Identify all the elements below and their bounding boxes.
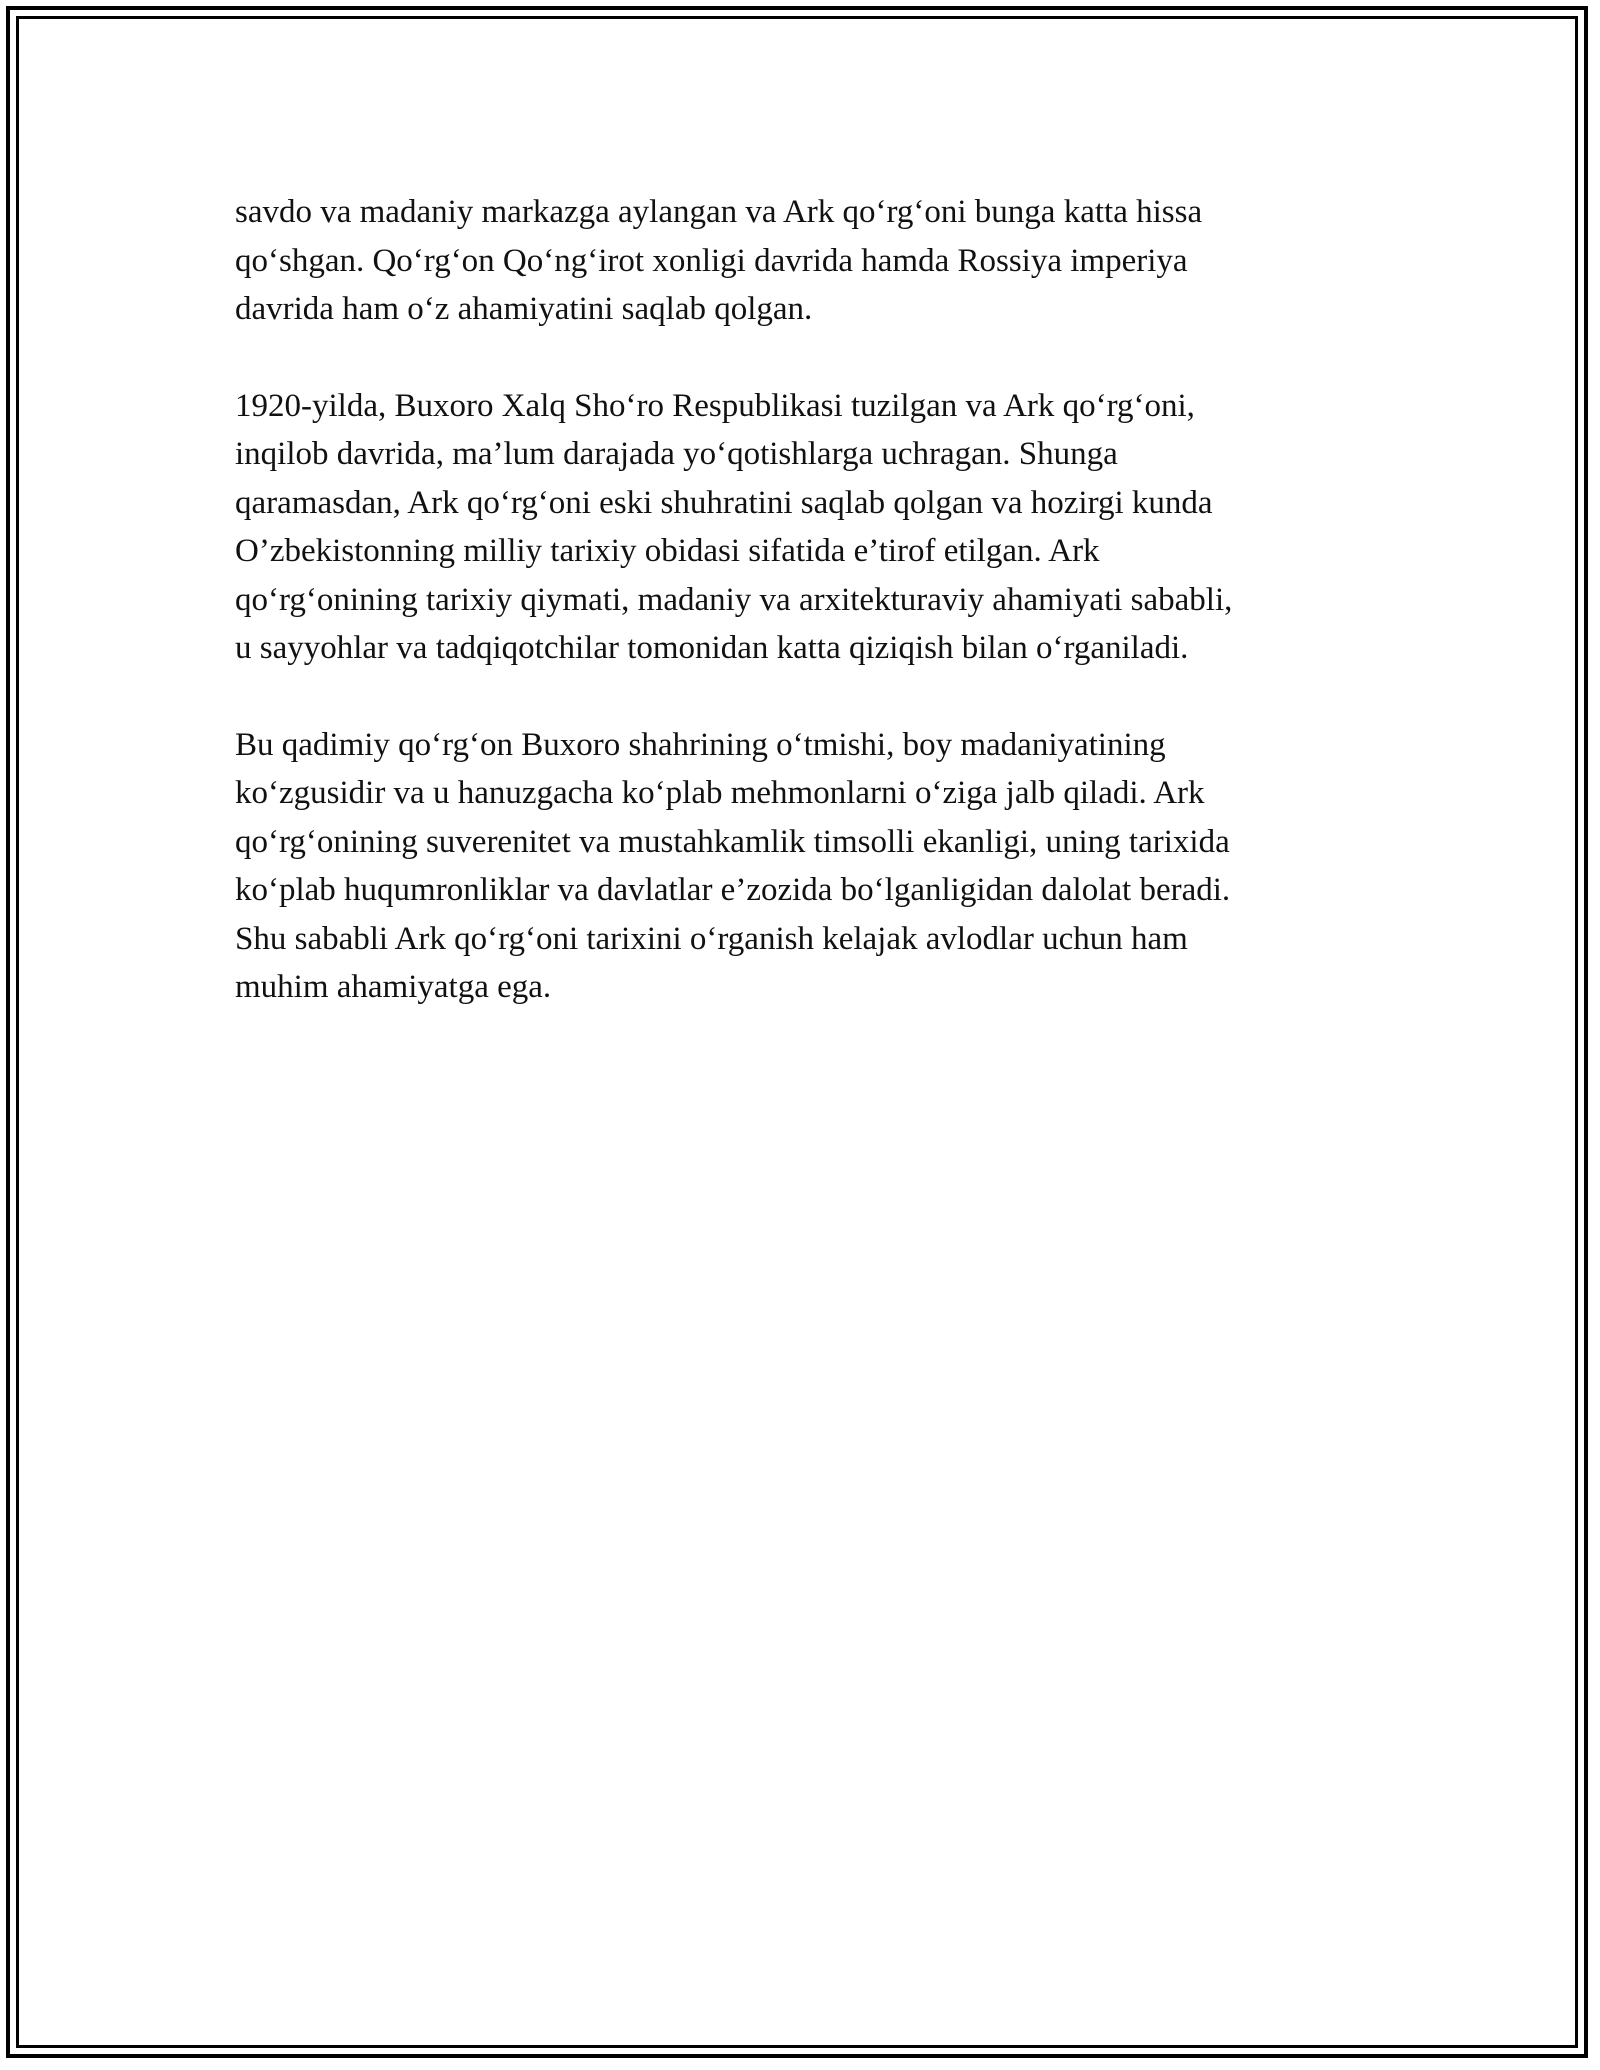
paragraph-2: 1920-yilda, Buxoro Xalq Sho‘ro Respublikasi tuzilgan va Ark qo‘rg‘oni, inqilob davrida, ma’lum darajada yo‘qotishlarga uchragan. Shunga qaramasdan, Ark qo‘rg‘oni eski shuhratini saqlab qolgan va hozirgi kunda O’zbekistonning milliy tarixiy obidasi sifatida e’tirof etilgan. Ark qo‘rg‘onining tarixiy qiymati, madaniy va arxitekturaviy ahamiyati sababli, u sayyohlar va tadqiqotchilar tomonidan katta qiziqish bilan o‘rganiladi. [235, 387, 1233, 666]
document-body [235, 188, 1365, 1060]
paragraph-3: Bu qadimiy qo‘rg‘on Buxoro shahrining o‘tmishi, boy madaniyatining ko‘zgusidir va u hanuzgacha ko‘plab mehmonlarni o‘ziga jalb qiladi. Ark qo‘rg‘onining suverenitet va mustahkamlik timsolli ekanligi, uning tarixida ko‘plab huqumronliklar va davlatlar e’zozida bo‘lganligidan dalolat beradi. Shu sababli Ark qo‘rg‘oni tarixini o‘rganish kelajak avlodlar uchun ham muhim ahamiyatga ega. [235, 726, 1231, 1005]
paragraph-1: savdo va madaniy markazga aylangan va Ark qo‘rg‘oni bunga katta hissa qo‘shgan. Qo‘rg‘on Qo‘ng‘irot xonligi davrida hamda Rossiya imperiya davrida ham o‘z ahamiyatini saqlab qolgan. [235, 194, 1203, 327]
